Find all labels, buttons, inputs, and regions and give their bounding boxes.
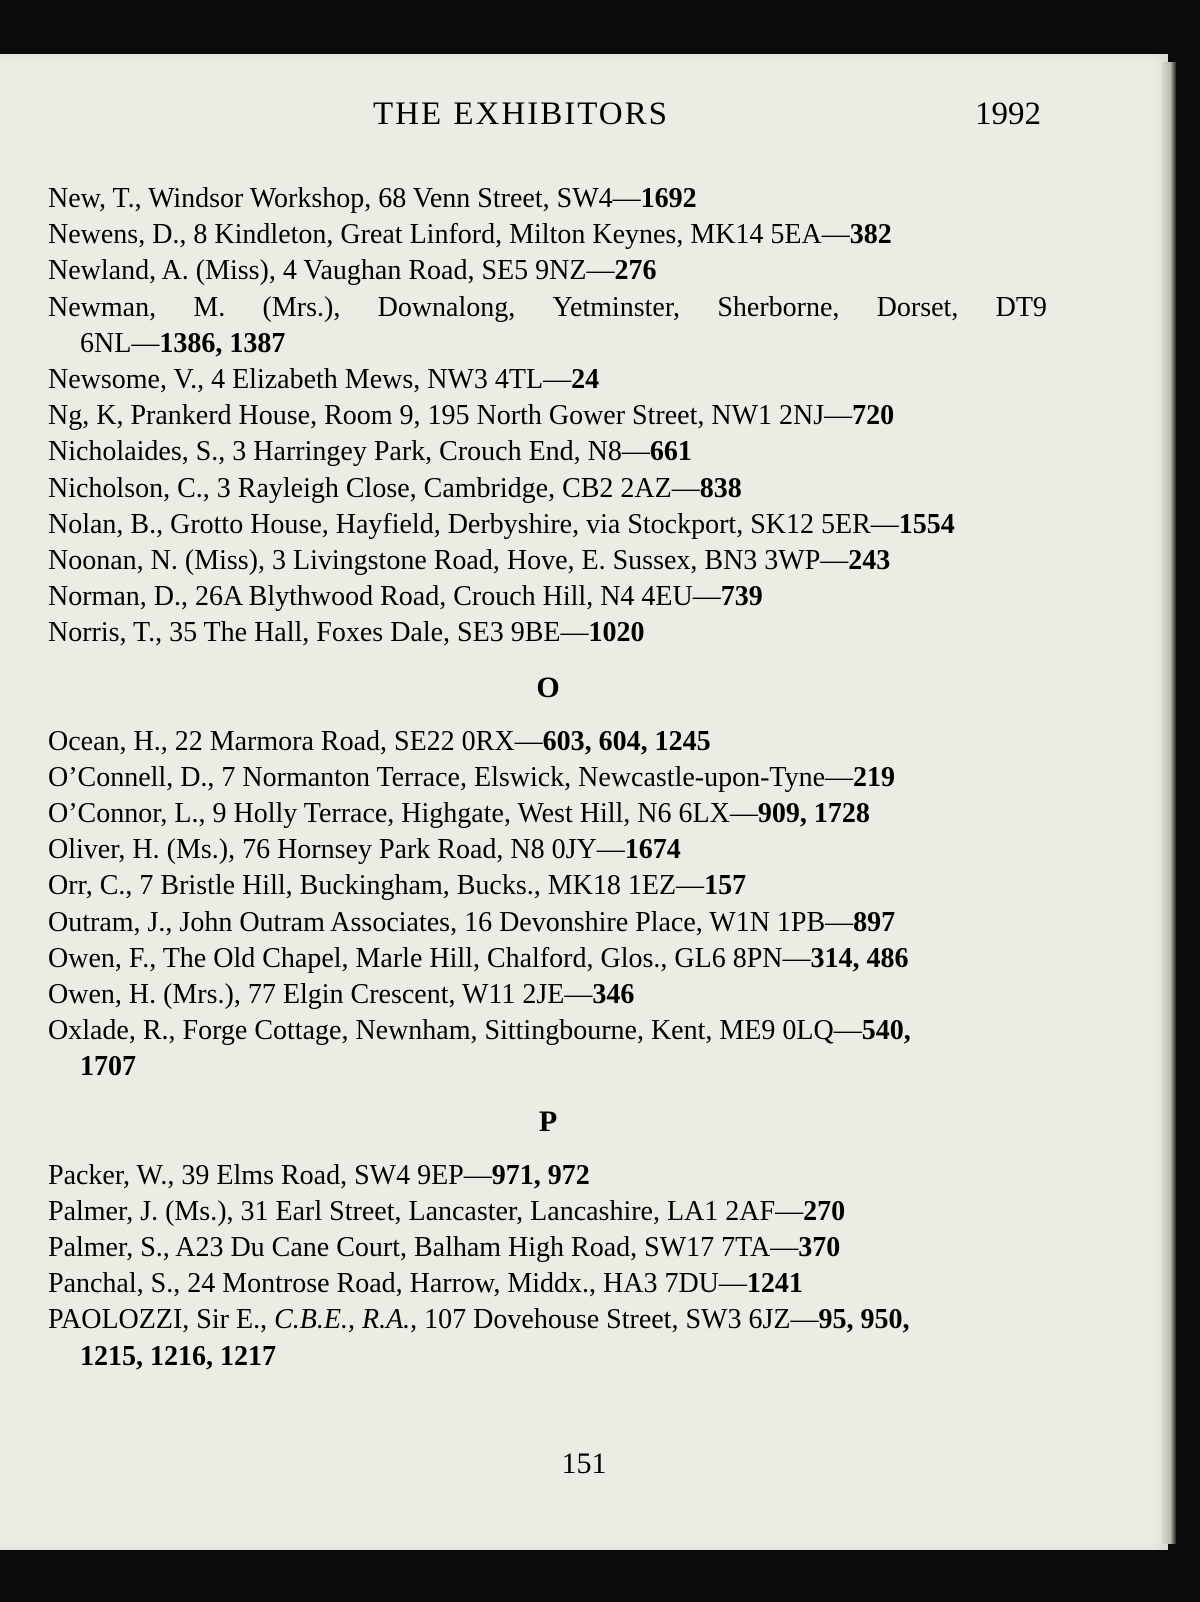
entry-catalogue-numbers: 1707 [80, 1051, 136, 1083]
entry-catalogue-numbers: 1386, 1387 [159, 327, 286, 359]
entry-word: Yetminster, [552, 291, 681, 323]
exhibitor-entry [48, 1230, 1048, 1266]
entry-address: New, T., Windsor Workshop, 68 Venn Street, SW4— [48, 183, 641, 214]
entry-address: , 107 Dovehouse Street, SW3 6JZ— [410, 1304, 819, 1336]
entry-address: Newens, D., 8 Kindleton, Great Linford, Milton Keynes, MK14 5EA— [48, 219, 850, 251]
exhibitor-entry [48, 724, 1048, 760]
entry-catalogue-numbers: 661 [649, 436, 692, 468]
entry-address: Noonan, N. (Miss), 3 Livingstone Road, Hove, E. Sussex, BN3 3WP— [48, 545, 849, 577]
exhibitor-entry [48, 579, 1048, 615]
exhibitor-entry [48, 832, 1048, 868]
entry-word: Downalong, [377, 291, 516, 323]
entry-catalogue-numbers: 243 [848, 545, 891, 577]
entry-address: Palmer, J. (Ms.), 31 Earl Street, Lancaster, Lancashire, LA1 2AF— [48, 1195, 804, 1227]
entry-address: Nicholaides, S., 3 Harringey Park, Crouch End, N8— [48, 436, 650, 468]
entry-catalogue-numbers: 540, [861, 1015, 911, 1047]
entry-catalogue-numbers: 276 [614, 255, 657, 287]
page-number: 151 [561, 1447, 607, 1480]
entry-address: 6NL— [80, 327, 160, 359]
exhibitor-entry [48, 290, 1047, 326]
entry-address: Nicholson, C., 3 Rayleigh Close, Cambridge, CB2 2AZ— [48, 472, 700, 504]
exhibitor-entry [48, 1302, 1048, 1338]
entry-address: Ocean, H., 22 Marmora Road, SE22 0RX— [48, 725, 543, 757]
exhibitor-entry [48, 253, 1048, 289]
exhibitor-entry [48, 1158, 1048, 1194]
entry-word: Newman, [48, 291, 157, 323]
entry-catalogue-numbers: 909, 1728 [757, 798, 870, 830]
entry-address: Oliver, H. (Ms.), 76 Hornsey Park Road, N8 0JY— [48, 834, 625, 866]
entry-honours: C.B.E., R.A. [274, 1304, 411, 1336]
entry-catalogue-numbers: 1674 [624, 834, 681, 866]
exhibitor-entry [48, 217, 1048, 253]
entry-catalogue-numbers: 95, 950, [818, 1304, 910, 1336]
entry-address: PAOLOZZI, Sir E., [48, 1304, 275, 1336]
entry-address: Norris, T., 35 The Hall, Foxes Dale, SE3 9BE— [48, 617, 589, 649]
entry-address: O’Connor, L., 9 Holly Terrace, Highgate, West Hill, N6 6LX— [48, 798, 758, 830]
entry-address: Palmer, S., A23 Du Cane Court, Balham High Road, SW17 7TA— [48, 1232, 799, 1264]
section-letter-heading: P [538, 1104, 558, 1138]
exhibitor-entry [48, 868, 1048, 904]
exhibitor-entry [48, 977, 1048, 1013]
entry-address: O’Connell, D., 7 Normanton Terrace, Elswick, Newcastle-upon-Tyne— [48, 761, 853, 793]
entry-address: Norman, D., 26A Blythwood Road, Crouch Hill, N4 4EU— [48, 581, 721, 613]
entry-catalogue-numbers: 739 [720, 581, 763, 613]
entry-catalogue-numbers: 270 [803, 1195, 846, 1227]
running-header [0, 96, 1168, 136]
exhibitor-entry [48, 543, 1048, 579]
entry-catalogue-numbers: 1020 [588, 617, 645, 649]
entry-catalogue-numbers: 971, 972 [491, 1159, 590, 1191]
exhibitor-entry [48, 1013, 1048, 1049]
entry-address: Packer, W., 39 Elms Road, SW4 9EP— [48, 1159, 492, 1191]
entry-address: Orr, C., 7 Bristle Hill, Buckingham, Bucks., MK18 1EZ— [48, 870, 705, 902]
entry-catalogue-numbers: 1692 [640, 183, 697, 214]
entry-catalogue-numbers: 382 [849, 219, 892, 251]
section-letter-heading: O [536, 670, 560, 704]
exhibitor-entry [48, 507, 1048, 543]
entry-word: (Mrs.), [262, 291, 341, 323]
entry-catalogue-numbers: 603, 604, 1245 [542, 725, 711, 757]
entry-word: Dorset, [876, 291, 959, 323]
entry-address: Newland, A. (Miss), 4 Vaughan Road, SE5 9NZ— [48, 255, 615, 287]
exhibitor-entry-continuation [48, 1339, 1048, 1375]
exhibitor-entry [48, 760, 1048, 796]
entry-address: Owen, F., The Old Chapel, Marle Hill, Chalford, Glos., GL6 8PN— [48, 942, 811, 974]
page-edge [1162, 62, 1176, 1544]
entry-address: Newsome, V., 4 Elizabeth Mews, NW3 4TL— [48, 364, 572, 396]
entry-catalogue-numbers: 1554 [898, 508, 955, 540]
header-title: THE EXHIBITORS [373, 96, 669, 132]
exhibitor-entry [48, 181, 1048, 217]
exhibitor-list [48, 181, 1048, 1375]
entry-word: Sherborne, [717, 291, 840, 323]
exhibitor-entry-continuation [48, 326, 1048, 362]
header-year: 1992 [975, 96, 1041, 132]
entry-address: Panchal, S., 24 Montrose Road, Harrow, Middx., HA3 7DU— [48, 1268, 747, 1300]
entry-catalogue-numbers: 1241 [746, 1268, 803, 1300]
exhibitor-entry [48, 1266, 1048, 1302]
entry-catalogue-numbers: 314, 486 [810, 942, 909, 974]
exhibitor-entry-continuation [48, 1049, 1048, 1085]
entry-word: DT9 [995, 291, 1047, 323]
entry-address: Nolan, B., Grotto House, Hayfield, Derbyshire, via Stockport, SK12 5ER— [48, 508, 899, 540]
exhibitor-entry [48, 905, 1048, 941]
exhibitor-entry [48, 615, 1048, 651]
entry-catalogue-numbers: 24 [571, 364, 600, 396]
exhibitor-entry [48, 941, 1048, 977]
entry-catalogue-numbers: 370 [798, 1232, 841, 1264]
entry-word: M. [193, 291, 226, 323]
exhibitor-entry [48, 796, 1048, 832]
exhibitor-entry [48, 362, 1048, 398]
exhibitor-entry [48, 398, 1048, 434]
entry-address: Owen, H. (Mrs.), 77 Elgin Crescent, W11 2JE— [48, 979, 593, 1011]
entry-catalogue-numbers: 346 [592, 979, 635, 1011]
entry-catalogue-numbers: 219 [853, 761, 895, 793]
entry-address: Outram, J., John Outram Associates, 16 Devonshire Place, W1N 1PB— [48, 906, 854, 938]
entry-address: Oxlade, R., Forge Cottage, Newnham, Sittingbourne, Kent, ME9 0LQ— [48, 1015, 862, 1047]
entry-address: Ng, K, Prankerd House, Room 9, 195 North Gower Street, NW1 2NJ— [48, 400, 853, 432]
entry-catalogue-numbers: 157 [704, 870, 747, 902]
entry-catalogue-numbers: 897 [853, 906, 896, 938]
exhibitor-entry [48, 1194, 1048, 1230]
entry-catalogue-numbers: 1215, 1216, 1217 [80, 1340, 276, 1372]
exhibitor-entry [48, 471, 1048, 507]
exhibitor-entry [48, 434, 1048, 470]
entry-catalogue-numbers: 838 [699, 472, 742, 504]
entry-catalogue-numbers: 720 [852, 400, 895, 432]
